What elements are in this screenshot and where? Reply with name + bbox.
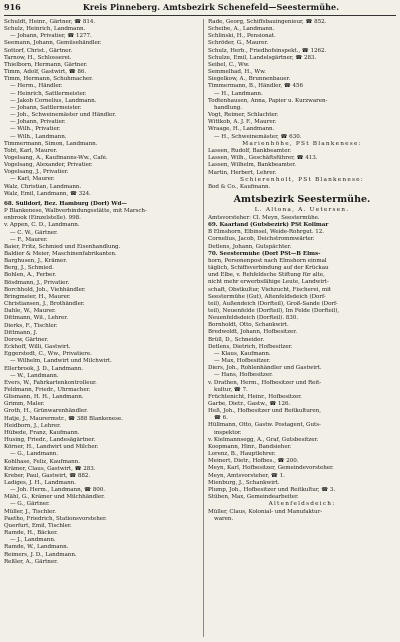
directory-entry: Schuldt, Heinr., Gärtner, ☎ 814.	[4, 19, 96, 25]
directory-entry: Scheibe, A., Landmann.	[208, 26, 275, 33]
directory-entry: — Heinrich, Sattlermeister.	[10, 90, 87, 97]
directory-entry: — Karl, Maurer.	[10, 176, 55, 183]
subheading-schierenholt: Schierenholt, PSt Blankenese:	[240, 176, 364, 183]
directory-entry: enbrook (Einzelstelle). 998.	[4, 215, 81, 222]
subheading-marienhoehe: Marienhöhe, PSt Blankenese:	[242, 140, 362, 147]
directory-entry: nicht mehr erwerbsfähige Leute, Landwirt-	[208, 279, 329, 286]
entries-schenefeld-cont	[208, 19, 396, 141]
directory-entry: Wittkob, A. J. F., Maurer.	[208, 119, 277, 126]
place-entry-heading: 70. Seestermühe (Dorf PSt—B Elms-	[208, 250, 321, 257]
directory-entry: schaft, Obstkultur, Viehzucht, Fischerei, mit	[208, 286, 332, 293]
directory-entry: Timmermann, B., Händler, ☎ 456	[208, 83, 303, 90]
entries-altenfeldsdeich	[208, 509, 396, 523]
directory-entry: B Elmshorn, Elbinsel, Weide-Rohrgut. 12.	[208, 229, 325, 236]
directory-entry: Neuenfeldsdeich (Dorfteil). 830.	[208, 315, 299, 322]
directory-entry: — Max, Hofbesitzer.	[214, 358, 271, 365]
directory-entry: kultur, ☎ 7.	[214, 386, 248, 393]
directory-entry: — Wilh., Landmann.	[10, 133, 67, 140]
directory-entry: Krämer, Claus, Gastwirt, ☎ 283.	[4, 465, 96, 472]
directory-entry: Lassen, Rudolf, Bankbeamter.	[208, 148, 292, 155]
directory-entry: Kohlhase, Feliz, Kaufmann.	[4, 458, 80, 465]
directory-entry: Seemann, Johann, Gemüsehändler.	[4, 40, 102, 47]
directory-entry: Bornholdt, Otto, Schankwirt.	[208, 322, 289, 329]
directory-entry: — Johann, Privatier, ☎ 1277.	[10, 33, 92, 40]
page-header	[4, 2, 396, 16]
directory-entry: Dittmann, J.	[4, 329, 38, 336]
directory-entry: Seestermühe (Gut), Altenfeldsdeich (Dorf-	[208, 293, 326, 300]
running-title: Kreis Pinneberg. Amtsbezirk Schenefeld—Seestermühe.	[82, 2, 340, 12]
directory-entry: Siegelkow, A., Brunnenbauer.	[208, 76, 291, 83]
directory-entry: Kreber, Paul, Gastwirt, ☎ 882.	[4, 472, 91, 479]
left-column	[4, 19, 197, 637]
directory-entry: Plump, Joh., Hofbesitzer und Reitkultur, ☎ 3.	[208, 486, 336, 493]
place-entry-heading: 68. Sülldorf, Bez. Hamburg (Dorf) Wd—	[4, 200, 127, 207]
directory-entry: Vogelsang, A., Kaufmanns-Ww., Café.	[4, 154, 108, 161]
directory-entry: teil), Außendeich (Dorfteil), Groß-Sande (Dorf-	[208, 300, 338, 307]
directory-entry: Seibel, C., Ww.	[208, 61, 250, 68]
directory-entry: Lassen, Wilhelm, Bankbeamter.	[208, 162, 296, 169]
directory-entry: Groth, H., Grünwarenhändler.	[4, 408, 88, 415]
directory-entry: Querfurt, Emil, Tischler.	[4, 522, 72, 529]
directory-entry: Rade, Georg, Schiffsbauingenieur, ☎ 852.	[208, 19, 327, 25]
directory-entry: — J., Landmann.	[10, 537, 56, 544]
directory-entry: Vogt, Reimer, Schlachter.	[208, 112, 279, 119]
directory-entry: Detlens, Dietrich, Hofbesitzer.	[208, 343, 293, 350]
directory-entry: Ellerbrook, J. D., Landmann.	[4, 365, 84, 372]
directory-entry: Sottorf, Christ., Gärtner.	[4, 47, 73, 54]
directory-entry: und Elbe, v. Rehfeldsche Stiftung für alte,	[208, 272, 325, 279]
directory-entry: Husing, Friedr., Landesägärtner.	[4, 437, 96, 444]
directory-entry: Lorenz, B., Hauptlehrer.	[208, 451, 276, 458]
directory-entry: Schlinski, H., Pensionat.	[208, 33, 276, 40]
directory-entry: Heidborn, J., Lehrer.	[4, 422, 61, 429]
directory-entry: v. Kielmannsegg, A., Graf, Gutsbesitzer.	[208, 436, 319, 443]
directory-entry: — H., Landmann.	[214, 90, 263, 97]
directory-entry: teil), Neuenfelde (Dorfteil), Im Felde (Dorfteil),	[208, 307, 340, 314]
directory-entry: P Blankenese, Walbverbindungsstätte, mit Marsch-	[4, 208, 147, 215]
directory-entry: Dittmann, Wil., Lehrer.	[4, 315, 69, 322]
directory-entry: Ladiges, J. H., Landmann.	[4, 480, 76, 486]
place-entry-heading: 69. Kaarfand (Gutsbezirk) PSt Kollmar	[208, 222, 329, 229]
section-heading-seestermuehe: Amtsbezirk Seestermühe.	[233, 194, 371, 206]
directory-entry: Schröder, G., Maurer.	[208, 40, 269, 47]
entries-schierenholt	[208, 184, 396, 191]
directory-entry: Dorow, Gärtner.	[4, 336, 49, 343]
directory-entry: Todtenhausen, Anna, Papier u. Kurzwaren-	[208, 97, 328, 104]
directory-entry: — Klaus, Kaufmann.	[214, 350, 271, 357]
directory-entry: Koopmann, Hinr., Bandsieher.	[208, 443, 292, 450]
directory-entry: Dierks, F., Tischler.	[4, 322, 58, 329]
directory-entry: — Wilhelm, Landwirt und Milchwirt.	[10, 358, 112, 365]
directory-entry: Borchhold, Joh., Viehhändler.	[4, 286, 86, 293]
directory-entry: Grimm, Maler.	[4, 401, 45, 408]
directory-entry: Glismann, H. H., Landmann.	[4, 394, 84, 401]
directory-entry: — Wilh., Privatier.	[10, 126, 61, 133]
directory-entry: Früchtenicht, Heinr., Hofbesitzer.	[208, 393, 302, 400]
directory-entry: Eggerstedt, C., Ww., Privatiere.	[4, 351, 92, 358]
directory-entry: Reßler, A., Gärtner.	[4, 558, 58, 565]
directory-entry: Detlens, Johann, Gutspächter.	[208, 243, 292, 250]
directory-entry: Mienburg, J., Schankwirt.	[208, 479, 280, 486]
directory-entry: — F., Maurer.	[10, 236, 48, 243]
directory-entry: — W., Landmann.	[10, 372, 59, 379]
directory-entry: Walz, Christian, Landmann.	[4, 183, 82, 190]
directory-entry: Barghusen, J., Krämer.	[4, 258, 67, 265]
directory-entry: inspektor.	[214, 429, 242, 436]
directory-entry: Müller, Claus, Kolonial- und Manufaktur-	[208, 508, 323, 515]
directory-entry: Müller, J., Tischler.	[4, 508, 56, 515]
directory-entry: Bringmeier, H., Maurer.	[4, 293, 71, 300]
section-subheading: L. Altona, A. Uetersen.	[254, 207, 350, 214]
directory-entry: Hatje, J., Maurermstr., ☎ 388 Blankenese.	[4, 415, 123, 422]
directory-entry: Cornelius, Jacob, Deichstrommwärter.	[208, 236, 315, 243]
directory-entry: Hüllmann, Otto, Gastw. Postagent, Guts-	[208, 422, 321, 429]
directory-entry: Timm, Adolf, Gastwirt, ☎ 86.	[4, 69, 87, 76]
directory-entry: ☎ 6.	[214, 415, 228, 422]
directory-entry: Feldmann, Friedr., Uhrmacher.	[4, 386, 91, 393]
directory-entry: Mähl, G., Krämer und Milchhändler.	[4, 494, 105, 501]
directory-entry: Brüll, D., Schneider.	[208, 336, 265, 343]
right-column	[203, 19, 396, 637]
directory-entry: Paetho, Friedrich, Stationsvorsteher.	[4, 515, 107, 522]
directory-entry: Eckhoff, Willi, Gastwirt.	[4, 344, 71, 351]
directory-entry: Meinert, Dietr., Hofbes., ☎ 200.	[208, 458, 299, 465]
directory-entry: Vogelsang, Alexander, Privatier.	[4, 162, 93, 169]
directory-entry: — Joh. Herm., Landmann, ☎ 800.	[10, 487, 105, 494]
directory-entry: Martin, Herbert, Lehrer.	[208, 169, 277, 176]
subheading-altenfeldsdeich: Altenfeldsdeich:	[268, 501, 336, 508]
directory-entry: Thielborn, Hermann, Gärtner.	[4, 61, 88, 68]
directory-entry: Bösdmann, J., Privatier.	[4, 279, 70, 286]
directory-entry: Tobt, Karl, Maurer.	[4, 147, 58, 154]
directory-entry: — C. W., Gärtner.	[10, 229, 58, 236]
directory-entry: Diers, Joh., Rohlenhändler und Gastwirt.	[208, 365, 322, 372]
directory-entry: Bohlen, A., Ferber.	[4, 272, 57, 279]
directory-entry: Semmelhad, H., Ww.	[208, 69, 266, 76]
directory-entry: — Joh., Schweinemäster und Händler.	[10, 112, 116, 119]
directory-entry: v. Drathen, Herm., Hofbesitzer und Reit-	[208, 379, 322, 386]
directory-entry: Timm, Hermann, Schuhmacher.	[4, 76, 93, 83]
directory-entry: Tarnow, H., Schlosserei.	[4, 54, 72, 61]
directory-entry: — Jakob Cornelius, Landmann.	[10, 97, 97, 104]
directory-entry: Bredwoldt, Johann, Hofbesitzer.	[208, 329, 297, 336]
directory-entry: Timmermann, Simon, Landmann.	[4, 140, 98, 147]
entries-marienhoehe	[208, 148, 396, 177]
directory-entry: horn, Personenpost nach Elmshorn einmal	[208, 257, 327, 264]
directory-page	[4, 2, 396, 640]
directory-entry: Evers, W., Fahrkartenkontrolleur.	[4, 379, 97, 386]
directory-entry: Ramde, W., Landmann.	[4, 544, 69, 551]
directory-entry: Reimers, J. D., Landmann.	[4, 551, 77, 558]
directory-entry: waren.	[214, 515, 234, 522]
directory-entry: Baldier & Meier, Maschinenfabrikanten.	[4, 251, 117, 257]
directory-entry: täglich, Schiffsverbindung auf der Krückau	[208, 265, 329, 272]
directory-entry: v. Appen, C. D., Landmann.	[4, 222, 80, 229]
directory-entry: — G., Gärtner.	[10, 501, 50, 508]
directory-entry: Dahle, W., Maurer.	[4, 308, 56, 315]
directory-entry: Baier, Fritz, Schmied und Eisenhandlung.	[4, 243, 121, 250]
directory-entry: Schulze, Emil, Landelsgärtner, ☎ 283.	[208, 54, 317, 61]
directory-entry: Berg, J., Schmied.	[4, 265, 54, 272]
directory-entry: handlung.	[214, 104, 243, 111]
directory-entry: Schulz, Herb., Friedhofsinspekt., ☎ 1262.	[208, 47, 327, 54]
directory-entry: Bod & Co., Kaufmann.	[208, 184, 271, 191]
two-column-body	[4, 19, 396, 637]
directory-entry: Vogelsang, J., Privatier.	[4, 169, 69, 176]
directory-entry: Körner, H., Landwirt und Milcher.	[4, 444, 99, 451]
directory-entry: Lassen, Wilh., Geschäftsführer, ☎ 413.	[208, 155, 318, 162]
directory-entry: — G., Landmann.	[10, 451, 59, 458]
directory-entry: Garbe, Dietr., Gastw., ☎ 126.	[208, 401, 291, 407]
directory-entry: Meyn, Karl, Hofbesitzer, Gemeindevorsteher.	[208, 465, 334, 472]
directory-entry: Walz, Emil, Landmann, ☎ 324.	[4, 190, 91, 197]
directory-entry: Schulz, Heinrich, Landmann.	[4, 26, 86, 33]
directory-entry: — H., Schweinemäster, ☎ 630.	[214, 133, 302, 140]
directory-entry: Meyn, Amtsvorsteher, ☎ 1.	[208, 472, 285, 479]
directory-entry: Heß, Joh., Hofbesitzer und Reitkulturen,	[208, 408, 321, 415]
directory-entry: — Herm., Händler.	[10, 83, 63, 90]
page-number: 916	[4, 2, 21, 12]
directory-entry: Wraage, H., Landmann.	[208, 126, 275, 133]
directory-entry: — Hans, Hofbesitzer.	[214, 372, 273, 379]
directory-entry: — Johann, Privatier.	[10, 119, 66, 126]
directory-entry: Stüben, Max, Gemeindearbeiter.	[208, 494, 299, 501]
directory-entry: — Johann, Sattlermeister.	[10, 104, 82, 111]
entries-seestermuehe	[208, 215, 396, 501]
directory-entry: Ramde, H., Bäcker.	[4, 530, 58, 537]
directory-entry: Christiansen, J., Brothändler.	[4, 301, 85, 308]
directory-entry: Hübede, Franz, Kaufmann.	[4, 429, 80, 436]
directory-entry: Amtsvorsteher: Cl. Meyn, Seestermühe.	[208, 214, 320, 221]
